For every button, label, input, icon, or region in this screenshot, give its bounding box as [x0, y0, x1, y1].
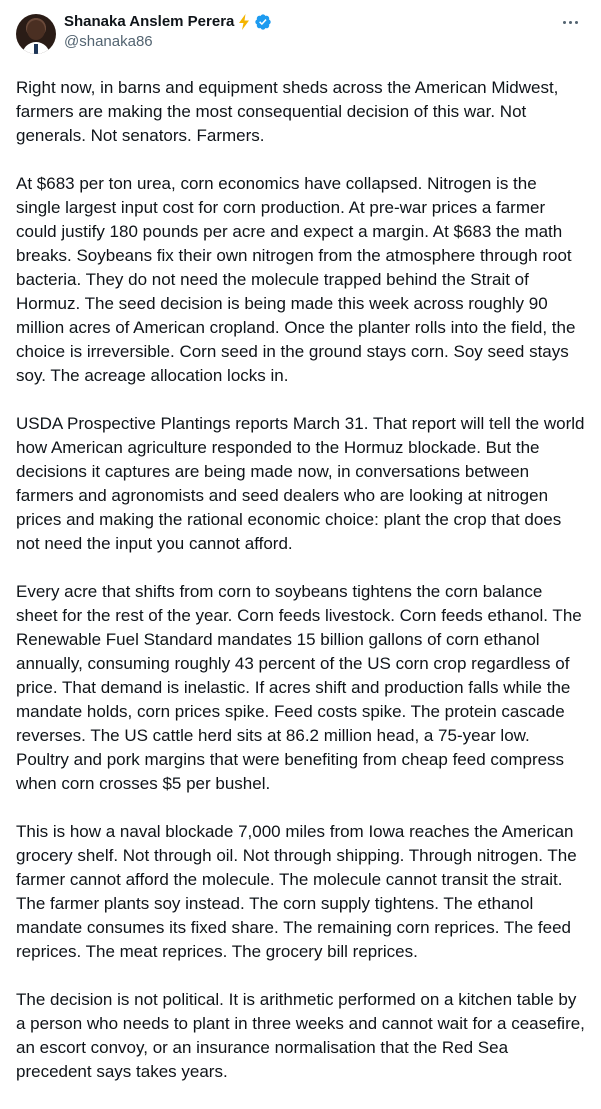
paragraph: At $683 per ton urea, corn economics have collapsed. Nitrogen is the single largest input cost for corn production. At pre-war prices a farmer could justify 180 pounds per acre and expect a margin. At $683 the math breaks. Soybeans fix their own nitrogen from the atmosphere through root bacteria. They do not need the molecule trapped behind the Strait of Hormuz. The seed decision is being made this week across roughly 90 million acres of American cropland. Once the planter rolls into the field, the choice is irreversible. Corn seed in the ground stays corn. Soy seed stays soy. The acreage allocation locks in. — [16, 174, 576, 385]
more-options-icon[interactable] — [555, 12, 585, 32]
avatar-tie — [34, 44, 38, 54]
dot — [575, 21, 578, 24]
avatar[interactable] — [16, 14, 56, 54]
handle[interactable]: @shanaka86 — [64, 33, 153, 50]
name-row — [64, 12, 272, 32]
post-header — [16, 12, 585, 60]
paragraph: Right now, in barns and equipment sheds across the American Midwest, farmers are making the most consequential decision of this war. Not generals. Not senators. Farmers. — [16, 78, 559, 145]
dot — [563, 21, 566, 24]
avatar-face — [27, 20, 45, 40]
author-info — [64, 12, 272, 52]
paragraph: The decision is not political. It is arithmetic performed on a kitchen table by a person who needs to plant in three weeks and cannot wait for a ceasefire, an escort convoy, or an insurance normalisation that the Red Sea precedent says takes years. — [16, 990, 585, 1081]
paragraph: USDA Prospective Plantings reports March 31. That report will tell the world how American agriculture responded to the Hormuz blockade. But the decisions it captures are being made now, in conversations between farmers and agronomists and seed dealers who are looking at nitrogen prices and making the rational economic choice: plant the crop that does not need the input you cannot afford. — [16, 414, 585, 553]
paragraph: Every acre that shifts from corn to soybeans tightens the corn balance sheet for the rest of the year. Corn feeds livestock. Corn feeds ethanol. The Renewable Fuel Standard mandates 15 billion gallons of corn ethanol annually, consuming roughly 43 percent of the US corn crop regardless of price. That demand is inelastic. If acres shift and production falls while the mandate holds, corn prices spike. Feed costs spike. The protein cascade reverses. The US cattle herd sits at 86.2 million head, a 75-year low. Poultry and pork margins that were benefiting from cheap feed compress when corn crosses $5 per bushel. — [16, 582, 582, 793]
post-body — [16, 76, 585, 1084]
lightning-bolt-icon — [237, 13, 251, 31]
dot — [569, 21, 572, 24]
display-name[interactable]: Shanaka Anslem Perera — [64, 13, 235, 30]
verified-badge-icon[interactable] — [254, 13, 272, 31]
paragraph: This is how a naval blockade 7,000 miles from Iowa reaches the American grocery shelf. Not through oil. Not through shipping. Through nitrogen. The farmer cannot afford the molecule. The molecule cannot transit the strait. The farmer plants soy instead. The corn supply tightens. The ethanol mandate consumes its fixed share. The remaining corn reprices. The feed reprices. The meat reprices. The grocery bill reprices. — [16, 822, 577, 961]
